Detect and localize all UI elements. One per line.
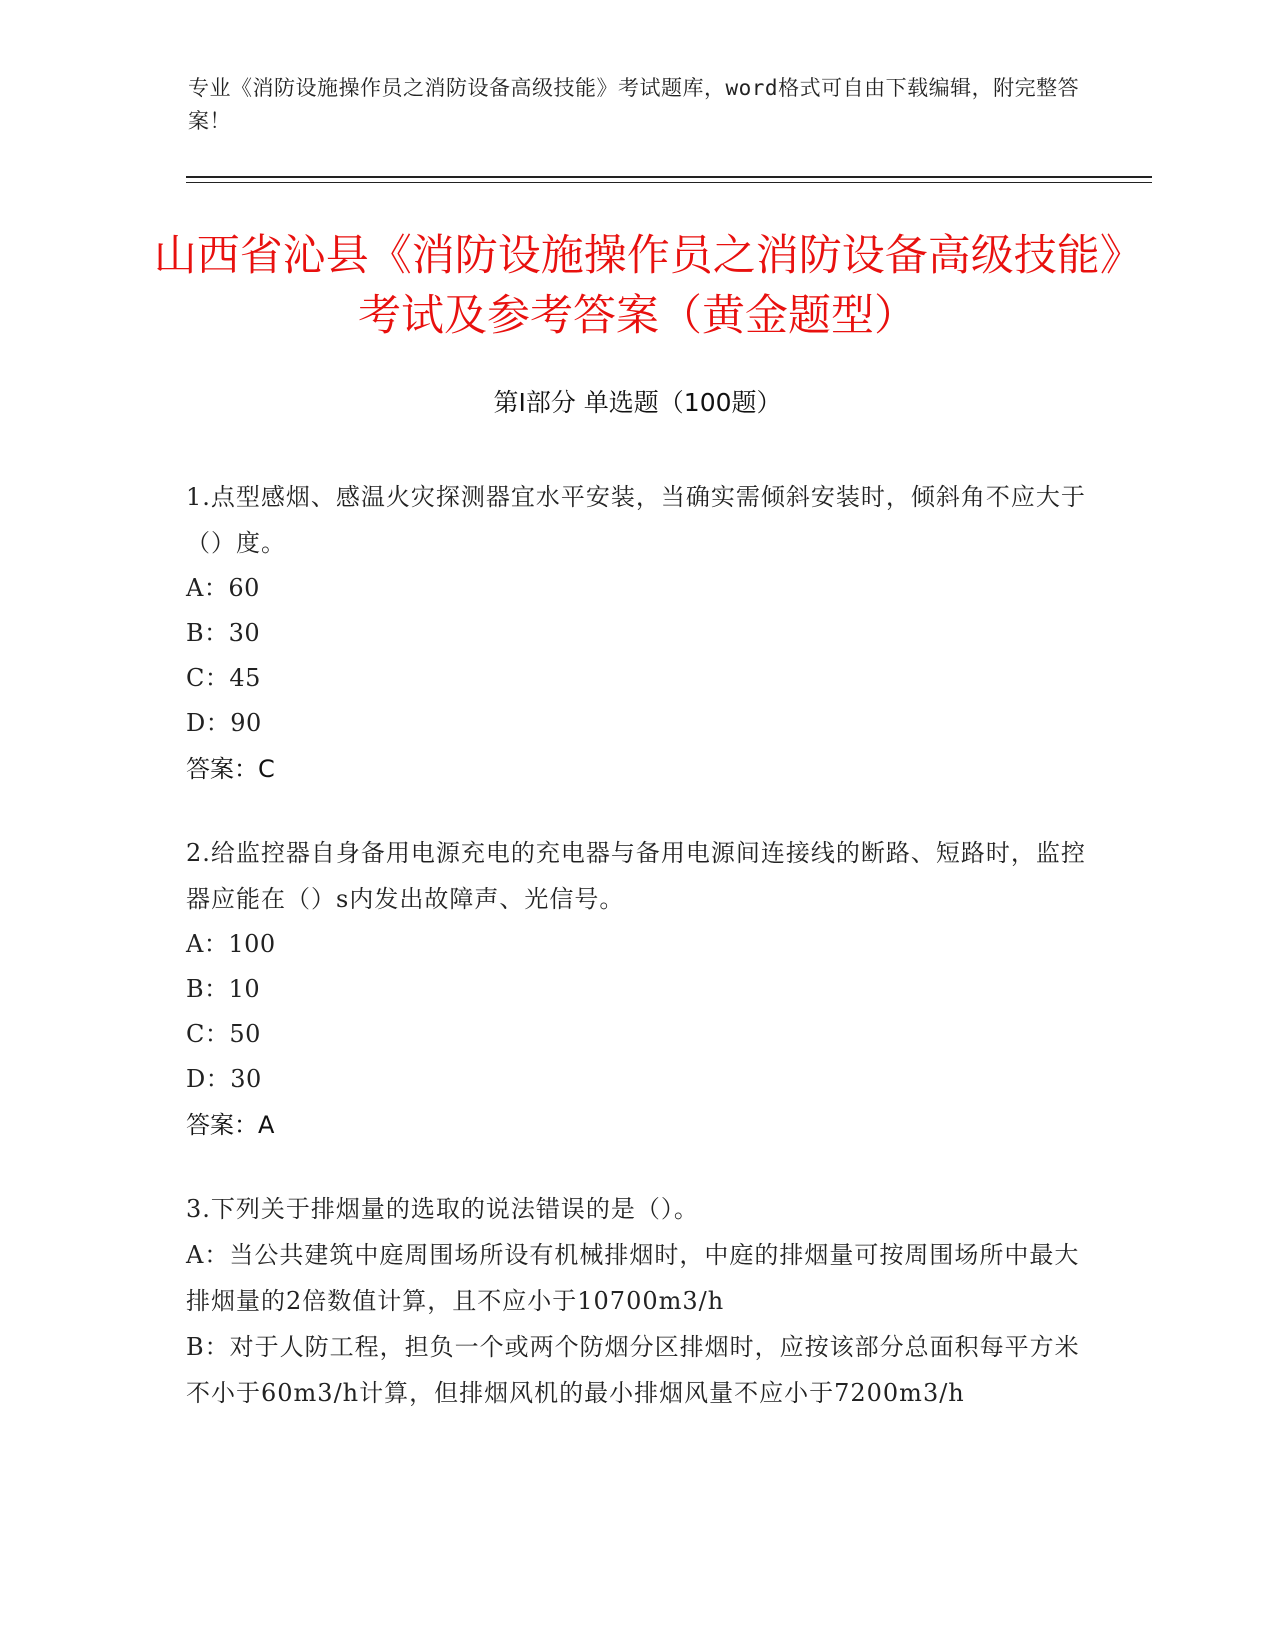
question-stem: 1.点型感烟、感温火灾探测器宜水平安装，当确实需倾斜安装时，倾斜角不应大于（）度。 bbox=[186, 483, 1086, 557]
option-b: B：对于人防工程，担负一个或两个防烟分区排烟时，应按该部分总面积每平方米不小于60m3/h计算，但排烟风机的最小排烟风量不应小于7200m3/h bbox=[186, 1333, 1080, 1407]
option-d: D：90 bbox=[186, 709, 262, 737]
section-title: 第Ⅰ部分 单选题（100题） bbox=[493, 388, 782, 417]
answer: 答案：C bbox=[186, 755, 275, 783]
question-3 bbox=[186, 1186, 1086, 1416]
header-divider-thick bbox=[186, 176, 1152, 178]
question-stem: 3.下列关于排烟量的选取的说法错误的是（）。 bbox=[186, 1195, 699, 1223]
header-divider-thin bbox=[186, 182, 1152, 183]
option-b: B：10 bbox=[186, 975, 261, 1003]
question-list bbox=[186, 474, 1086, 1454]
option-d: D：30 bbox=[186, 1065, 262, 1093]
option-c: C：45 bbox=[186, 664, 261, 692]
answer: 答案：A bbox=[186, 1111, 275, 1139]
question-stem: 2.给监控器自身备用电源充电的充电器与备用电源间连接线的断路、短路时，监控器应能在（）s内发出故障声、光信号。 bbox=[186, 839, 1086, 913]
question-2 bbox=[186, 830, 1086, 1148]
option-a: A：当公共建筑中庭周围场所设有机械排烟时，中庭的排烟量可按周围场所中最大排烟量的2倍数值计算，且不应小于10700m3/h bbox=[186, 1241, 1080, 1315]
document-title: 山西省沁县《消防设施操作员之消防设备高级技能》考试及参考答案（黄金题型） bbox=[153, 231, 1122, 341]
option-c: C：50 bbox=[186, 1020, 261, 1048]
option-a: A：100 bbox=[186, 930, 276, 958]
option-b: B：30 bbox=[186, 619, 261, 647]
header-note: 专业《消防设施操作员之消防设备高级技能》考试题库，word格式可自由下载编辑，附完整答案！ bbox=[188, 76, 1080, 133]
option-a: A：60 bbox=[186, 574, 260, 602]
question-1 bbox=[186, 474, 1086, 792]
